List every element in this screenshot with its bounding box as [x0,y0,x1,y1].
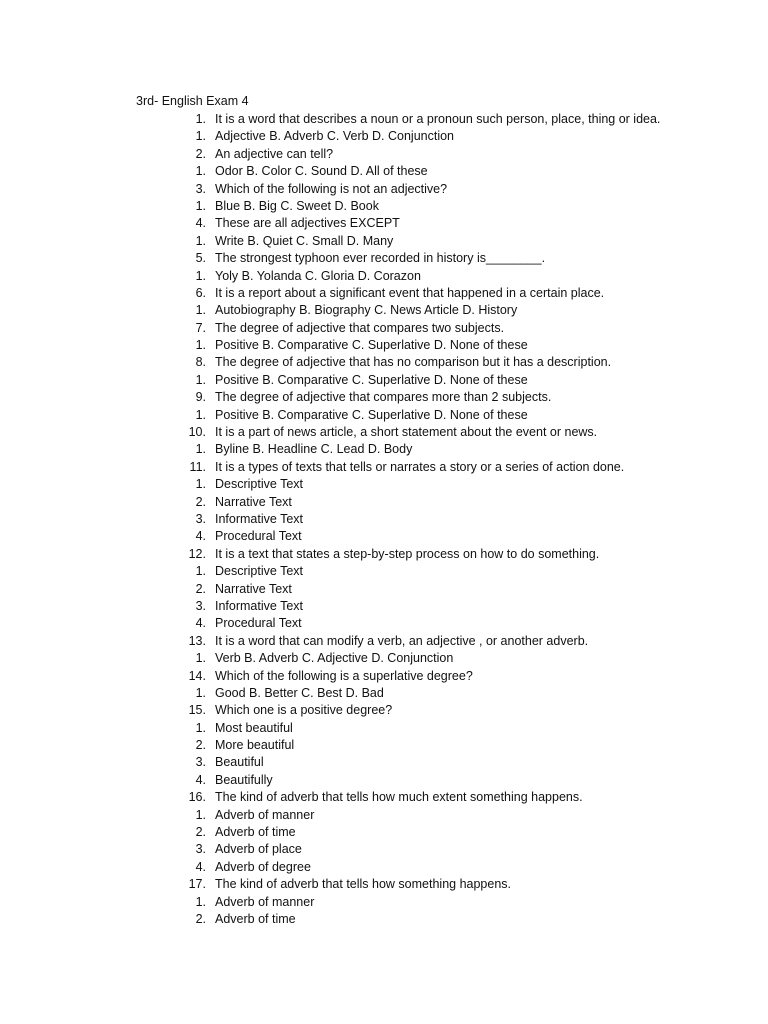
list-item [0,146,768,163]
list-item [0,668,768,685]
list-item [0,807,768,824]
list-item-text: The degree of adjective that compares more than 2 subjects. [215,390,552,405]
list-item-text: The kind of adverb that tells how something happens. [215,877,512,892]
list-item-text: Verb B. Adverb C. Adjective D. Conjunction [215,651,454,666]
list-item-number: 2. [195,911,206,926]
list-item-text: Odor B. Color C. Sound D. All of these [215,164,428,179]
list-item [0,528,768,545]
list-item [0,476,768,493]
list-item-text: Adverb of place [215,842,302,857]
list-item-number: 7. [195,320,206,335]
list-item [0,911,768,928]
list-item-text: Informative Text [215,511,304,526]
list-item [0,824,768,841]
list-item-text: It is a word that can modify a verb, an adjective , or another adverb. [215,633,589,648]
list-item-number: 1. [195,442,206,457]
list-item-text: Good B. Better C. Best D. Bad [215,685,384,700]
list-item-number: 3. [195,598,206,613]
list-item-number: 4. [195,529,206,544]
list-item-number: 1. [195,268,206,283]
list-item-number: 1. [195,807,206,822]
list-item-text: Which of the following is not an adjective? [215,181,448,196]
list-item-number: 1. [195,685,206,700]
list-item-number: 1. [195,338,206,353]
list-item [0,459,768,476]
list-item [0,702,768,719]
list-item-number: 4. [195,772,206,787]
list-item-number: 1. [195,372,206,387]
list-item-number: 1. [195,720,206,735]
list-item-text: Narrative Text [215,581,292,596]
list-item-text: Adverb of degree [215,859,311,874]
list-item [0,337,768,354]
list-item-text: Beautiful [215,755,264,770]
list-item [0,737,768,754]
document-title: 3rd- English Exam 4 [136,94,249,108]
list-item [0,511,768,528]
list-item-text: It is a part of news article, a short statement about the event or news. [215,425,598,440]
list-item [0,163,768,180]
list-item-text: Which one is a positive degree? [215,703,393,718]
list-item-number: 16. [188,790,206,805]
list-item-text: The kind of adverb that tells how much extent something happens. [215,790,583,805]
list-item-text: An adjective can tell? [215,146,334,161]
exam-question-list [0,111,768,928]
list-item-number: 14. [188,668,206,683]
list-item-number: 1. [195,303,206,318]
list-item-number: 2. [195,738,206,753]
list-item-text: These are all adjectives EXCEPT [215,216,400,231]
list-item-text: Positive B. Comparative C. Superlative D. None of these [215,372,528,387]
list-item [0,894,768,911]
list-item-number: 2. [195,581,206,596]
list-item-number: 13. [188,633,206,648]
list-item [0,876,768,893]
list-item [0,546,768,563]
list-item-number: 6. [195,285,206,300]
list-item-number: 1. [195,129,206,144]
list-item-number: 1. [195,112,206,126]
list-item [0,720,768,737]
list-item [0,233,768,250]
list-item [0,441,768,458]
list-item-text: Informative Text [215,598,304,613]
list-item-number: 15. [188,703,206,718]
list-item-number: 3. [195,511,206,526]
list-item-text: Most beautiful [215,720,293,735]
list-item-text: Write B. Quiet C. Small D. Many [215,233,394,248]
list-item [0,268,768,285]
list-item-text: The strongest typhoon ever recorded in history is________. [215,251,546,266]
list-item [0,111,768,128]
list-item-text: Procedural Text [215,616,302,631]
list-item-text: Autobiography B. Biography C. News Article D. History [215,303,518,318]
list-item [0,354,768,371]
list-item-number: 1. [195,198,206,213]
list-item [0,372,768,389]
list-item [0,650,768,667]
list-item [0,389,768,406]
list-item [0,685,768,702]
list-item-number: 1. [195,477,206,492]
list-item-number: 8. [195,355,206,370]
list-item [0,581,768,598]
list-item-text: Positive B. Comparative C. Superlative D. None of these [215,338,528,353]
list-item-number: 17. [188,877,206,892]
list-item [0,754,768,771]
list-item-number: 2. [195,825,206,840]
list-item [0,859,768,876]
list-item-number: 4. [195,216,206,231]
list-item-number: 3. [195,842,206,857]
list-item-number: 9. [195,390,206,405]
list-item-text: Positive B. Comparative C. Superlative D. None of these [215,407,528,422]
list-item-number: 3. [195,755,206,770]
list-item-text: Adverb of manner [215,894,315,909]
list-item [0,772,768,789]
list-item [0,128,768,145]
list-item [0,598,768,615]
list-item-number: 4. [195,616,206,631]
list-item-number: 1. [195,651,206,666]
list-item-text: The degree of adjective that has no comparison but it has a description. [215,355,612,370]
list-item-number: 2. [195,146,206,161]
list-item-number: 5. [195,251,206,266]
list-item [0,789,768,806]
list-item [0,615,768,632]
list-item-text: Adverb of manner [215,807,315,822]
list-item-text: Descriptive Text [215,564,303,579]
list-item [0,407,768,424]
list-item [0,494,768,511]
list-item-text: The degree of adjective that compares two subjects. [215,320,505,335]
list-item-number: 3. [195,181,206,196]
list-item [0,424,768,441]
list-item [0,198,768,215]
list-item-number: 10. [188,425,206,440]
list-item-number: 11. [189,459,206,474]
list-item-number: 1. [195,164,206,179]
list-item [0,181,768,198]
list-item-text: Byline B. Headline C. Lead D. Body [215,442,413,457]
list-item [0,302,768,319]
list-item-text: More beautiful [215,738,295,753]
list-item-number: 1. [195,233,206,248]
list-item-text: Adverb of time [215,825,296,840]
list-item-text: It is a report about a significant event that happened in a certain place. [215,285,605,300]
list-item-text: Adverb of time [215,911,296,926]
list-item-text: It is a word that describes a noun or a pronoun such person, place, thing or idea. [215,112,661,126]
list-item-text: Descriptive Text [215,477,303,492]
list-item [0,841,768,858]
list-item-text: Yoly B. Yolanda C. Gloria D. Corazon [215,268,421,283]
list-item [0,285,768,302]
list-item [0,320,768,337]
list-item-number: 1. [195,894,206,909]
list-item-text: Blue B. Big C. Sweet D. Book [215,198,379,213]
list-item-number: 1. [195,407,206,422]
list-item-number: 12. [188,546,206,561]
list-item [0,563,768,580]
list-item-text: It is a text that states a step-by-step process on how to do something. [215,546,600,561]
list-item-text: Adjective B. Adverb C. Verb D. Conjunction [215,129,455,144]
list-item-text: Beautifully [215,772,273,787]
list-item-number: 2. [195,494,206,509]
list-item-text: Which of the following is a superlative degree? [215,668,473,683]
list-item-number: 1. [195,564,206,579]
list-item [0,250,768,267]
list-item [0,215,768,232]
list-item-text: Procedural Text [215,529,302,544]
list-item-text: It is a types of texts that tells or narrates a story or a series of action done. [215,459,625,474]
list-item [0,633,768,650]
list-item-text: Narrative Text [215,494,292,509]
list-item-number: 4. [195,859,206,874]
